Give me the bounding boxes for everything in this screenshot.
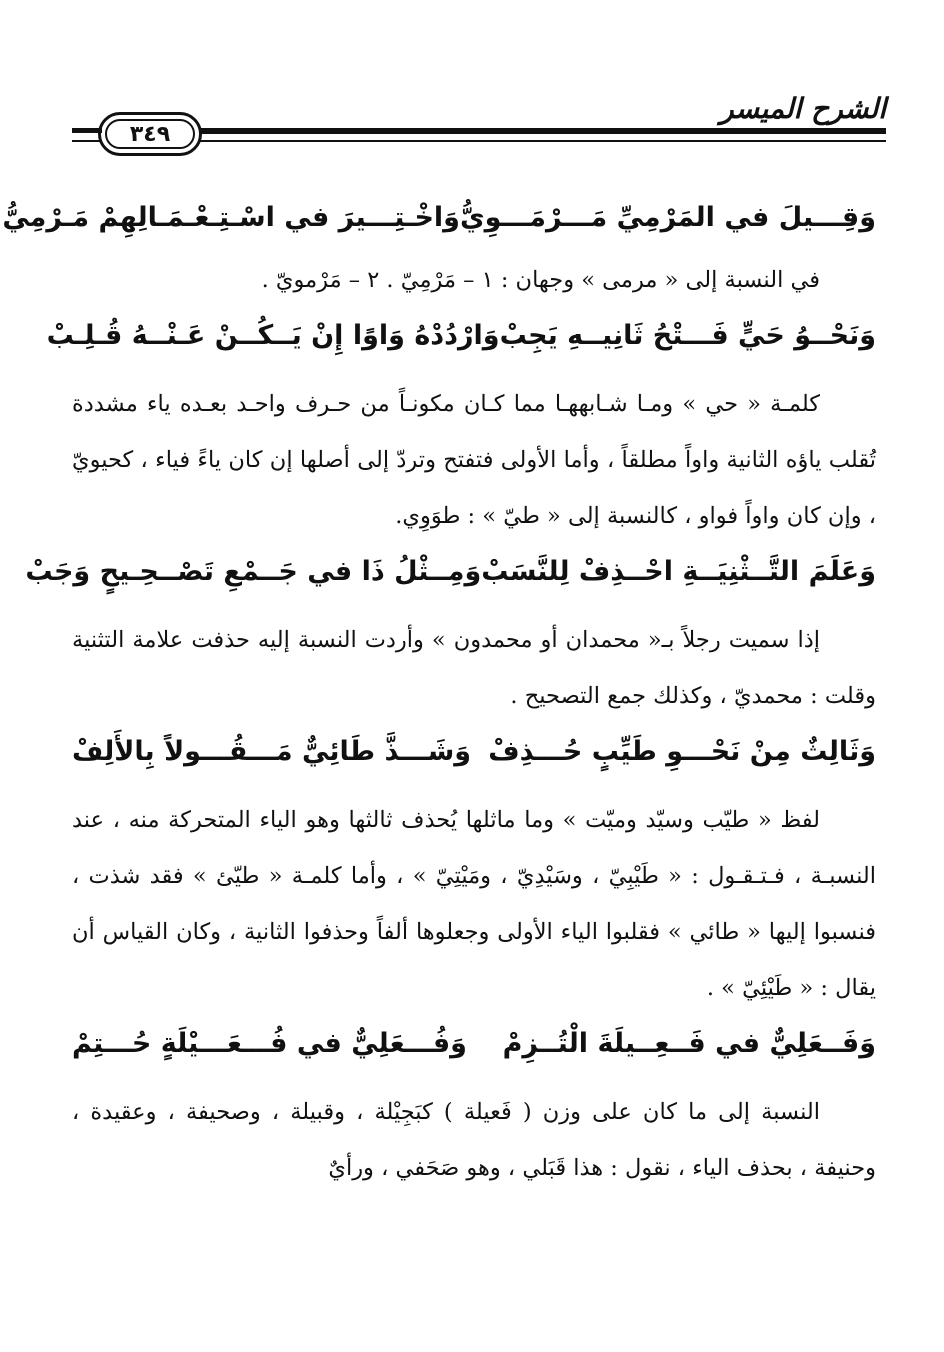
header-rule-thin <box>200 140 886 142</box>
commentary-paragraph: النسبة إلى ما كان على وزن ( فَعيلة ) كبَجِيْلة ، وقبيلة ، وصحيفة ، وعقيدة ، وحنيفة ، بحذف الياء ، نقول : هذا قَبَلي ، وهو صَحَفي ، ورأيٌ <box>72 1099 876 1181</box>
header-rule-left-thin <box>72 140 102 142</box>
commentary-paragraph: كلمـة « حي » ومـا شـابههـا مما كـان مكونـاً من حـرف واحـد بعـده ياء مشددة تُقلب ياؤه الثانية واواً مطلقاً ، وأما الأولى فتفتح وتردّ إلى أصلها إن كان ياءً فياء ، كحيويّ ، وإن كان واواً فواو ، كالنسبة إلى « طيّ » : طوَوِي. <box>72 391 876 529</box>
verse-first-hemistich: وَقِـــيلَ في المَرْمِيِّ مَـــرْمَـــوِيُّ <box>459 202 876 233</box>
verse-line <box>25 544 876 600</box>
commentary-paragraph: لفظ « طيّب وسيّد وميّت » وما ماثلها يُحذف ثالثها وهو الياء المتحركة منه ، عند النسبـة ، فـتـقـول : « طَيْبِيّ ، وسَيْدِيّ ، ومَيْتِيّ » ، وأما كلمـة « طيّئ » فقد شذت ، فنسبوا إليها « طائي » فقلبوا الياء الأولى وجعلوها ألفاً وحذفوا الثانية ، وكان القياس أن يقال : « طَيْئِيّ » . <box>72 807 876 1001</box>
page-number: ٣٤٩ <box>129 121 171 147</box>
verse-second-hemistich: وَارْدُدْهُ وَاوًا إِنْ يَــكُــنْ عَـنْــهُ قُـلِـبْ <box>46 320 500 351</box>
verse-line <box>72 724 876 780</box>
page-number-frame <box>98 112 202 156</box>
page-header <box>0 0 944 180</box>
verse-line <box>2 190 876 246</box>
verse-line <box>46 308 876 364</box>
verse-first-hemistich: وَنَحْــوُ حَيٍّ فَـــتْحُ ثَانِيــهِ يَجِبْ <box>499 320 876 351</box>
verse-second-hemistich: وَفُـــعَلِيٌّ في فُـــعَـــيْلَةٍ حُـــتِمْ <box>72 1028 467 1059</box>
verse-line <box>72 1016 876 1072</box>
header-rule-thick <box>200 128 886 134</box>
verse-first-hemistich: وَعَلَمَ التَّــثْنِيَــةِ احْــذِفْ لِلنَّسَبْ <box>481 556 876 587</box>
book-title: الشرح الميسر <box>720 92 886 125</box>
verse-second-hemistich: وَاخْـتِـــيرَ في اسْـتِـعْـمَـالِهِمْ مَـرْمِيُّ <box>2 202 460 233</box>
verse-first-hemistich: وَثَالِثٌ مِنْ نَحْـــوِ طَيِّبٍ حُـــذِفْ <box>488 736 876 767</box>
verse-second-hemistich: وَمِــثْلُ ذَا في جَــمْعِ تَصْــحِـيحٍ وَجَبْ <box>25 556 482 587</box>
commentary-paragraph: في النسبة إلى « مرمى » وجهان : ١ – مَرْمِيّ . ٢ – مَرْمويّ . <box>261 267 820 293</box>
commentary-paragraph: إذا سميت رجلاً بـ« محمدان أو محمدون » وأردت النسبة إليه حذفت علامة التثنية وقلت : محمديّ ، وكذلك جمع التصحيح . <box>72 627 876 709</box>
page-body <box>2 190 876 1196</box>
verse-second-hemistich: وَشَـــذَّ طَائِيٌّ مَـــقُـــولاً بِالأَلِفْ <box>72 736 472 767</box>
verse-first-hemistich: وَفَــعَلِيٌّ في فَــعِــيلَةَ الْتُــزِمْ <box>502 1028 876 1059</box>
